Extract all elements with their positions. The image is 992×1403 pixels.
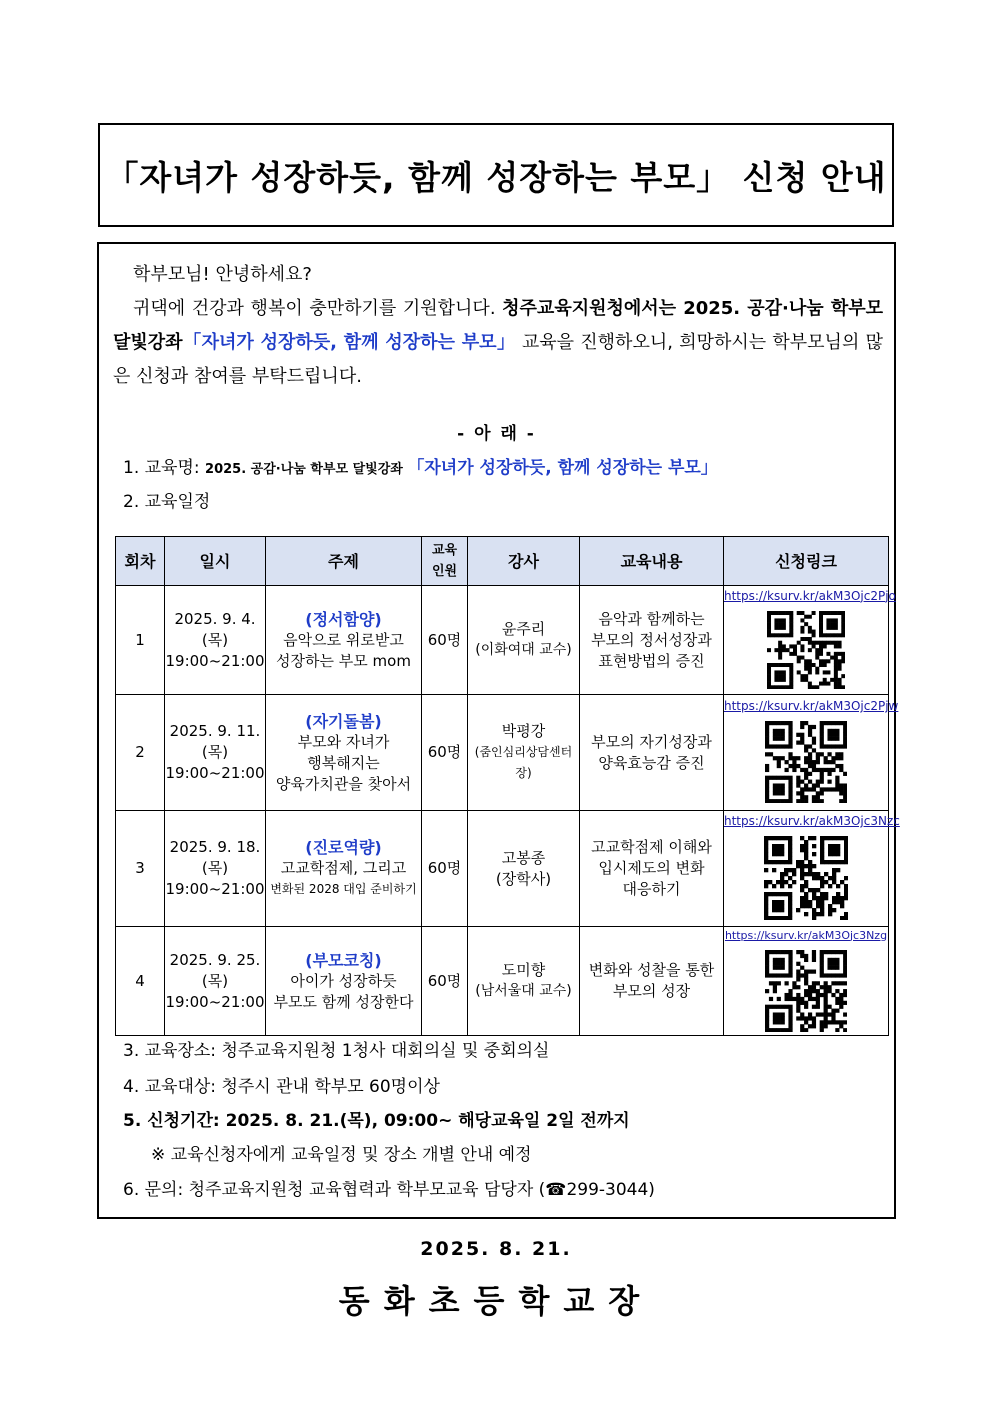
item-program-name [123,456,718,482]
session-capacity: 60명 [422,695,468,811]
intro-section [113,258,883,394]
item1-small: 2025. 공감·나눔 학부모 달빛강좌 [205,462,408,477]
section-divider-label: - 아 래 - [457,424,536,444]
col-header-no: 회차 [116,537,165,586]
session-number: 4 [116,927,165,1036]
item-schedule-label: 2. 교육일정 [123,492,211,512]
session-topic: (진로역량) 고교학점제, 그리고 변화된 2028 대입 준비하기 [266,811,422,927]
signup-link[interactable]: https://ksurv.kr/akM3Ojc2Pjo [724,588,896,603]
session-topic: (부모코칭) 아이가 성장하듯 부모도 함께 성장한다 [266,927,422,1036]
table-row [116,586,889,695]
session-topic: (정서함양) 음악으로 위로받고 성장하는 부모 mom [266,586,422,695]
session-lecturer: 도미향 (남서울대 교수) [468,927,580,1036]
session-topic: (자기돌봄) 부모와 자녀가 행복해지는 양육가치관을 찾아서 [266,695,422,811]
item-contact: 6. 문의: 청주교육지원청 교육협력과 학부모교육 담당자 (☎299-3044) [123,1180,655,1200]
main-content-box [97,242,900,1219]
session-content: 변화와 성찰을 통한 부모의 성장 [580,927,724,1036]
session-lecturer: 박평강 (줌인심리상담센터장) [468,695,580,811]
session-content: 고교학점제 이해와 입시제도의 변화 대응하기 [580,811,724,927]
col-header-lecturer: 강사 [468,537,580,586]
title-box [98,123,894,227]
col-header-datetime: 일시 [165,537,266,586]
item-application-period: 5. 신청기간: 2025. 8. 21.(목), 09:00~ 해당교육일 2일 전까지 [123,1111,630,1131]
signup-link[interactable]: https://ksurv.kr/akM3Ojc2Pjw [724,699,899,713]
intro-program-name: 「자녀가 성장하듯, 함께 성장하는 부모」 [182,332,516,353]
table-header-row [116,537,889,586]
qr-code-icon[interactable] [765,950,847,1032]
intro-text-1: 귀댁에 건강과 행복이 충만하기를 기원합니다. [133,298,503,319]
qr-code-icon[interactable] [765,721,847,803]
document-date: 2025. 8. 21. [420,1238,572,1260]
item-note: ※ 교육신청자에게 교육일정 및 장소 개별 안내 예정 [151,1145,532,1165]
qr-code-icon[interactable] [767,611,845,689]
col-header-content: 교육내용 [580,537,724,586]
schedule-table [115,536,900,1036]
table-row [116,811,889,927]
col-header-capacity: 교육 인원 [422,537,468,586]
item-location: 3. 교육장소: 청주교육지원청 1청사 대회의실 및 중회의실 [123,1041,550,1061]
session-capacity: 60명 [422,927,468,1036]
session-lecturer: 윤주리 (이화여대 교수) [468,586,580,695]
signup-link[interactable]: https://ksurv.kr/akM3Ojc3Nzg [724,928,888,942]
session-number: 2 [116,695,165,811]
page-title: 「자녀가 성장하듯, 함께 성장하는 부모」 신청 안내 [105,157,887,197]
item1-label: 1. 교육명: [123,458,206,478]
qr-code-icon[interactable] [764,836,848,920]
session-link-cell [724,586,896,695]
col-header-link: 신청링크 [724,537,889,586]
session-lecturer: 고봉종 (장학사) [468,811,580,927]
session-link-cell [724,695,899,811]
session-content: 음악과 함께하는 부모의 정서성장과 표현방법의 증진 [580,586,724,695]
col-header-topic: 주제 [266,537,422,586]
intro-paragraph [113,292,883,394]
session-link-cell [724,811,900,927]
item1-program: 「자녀가 성장하듯, 함께 성장하는 부모」 [407,458,718,478]
session-datetime: 2025. 9. 18.(목) 19:00~21:00 [165,811,266,927]
school-principal: 동화초등학교장 [338,1282,654,1320]
session-number: 1 [116,586,165,695]
session-capacity: 60명 [422,811,468,927]
session-datetime: 2025. 9. 25.(목) 19:00~21:00 [165,927,266,1036]
session-datetime: 2025. 9. 11.(목) 19:00~21:00 [165,695,266,811]
session-link-cell [724,927,889,1036]
intro-text-2: 교육을 진행하오니, 희망하시는 학부모님의 많은 신청과 참여를 부탁드립니다. [113,332,883,387]
session-number: 3 [116,811,165,927]
table-row [116,695,889,811]
item-target: 4. 교육대상: 청주시 관내 학부모 60명이상 [123,1077,440,1097]
session-content: 부모의 자기성장과 양육효능감 증진 [580,695,724,811]
session-datetime: 2025. 9. 4.(목) 19:00~21:00 [165,586,266,695]
greeting: 학부모님! 안녕하세요? [133,264,312,285]
signup-link[interactable]: https://ksurv.kr/akM3Ojc3Nzc [724,814,900,828]
intro-bold-text: 청주교육지원청에서는 2025. 공감·나눔 학부모 달빛강좌 [113,298,883,353]
table-row [116,927,889,1036]
session-capacity: 60명 [422,586,468,695]
